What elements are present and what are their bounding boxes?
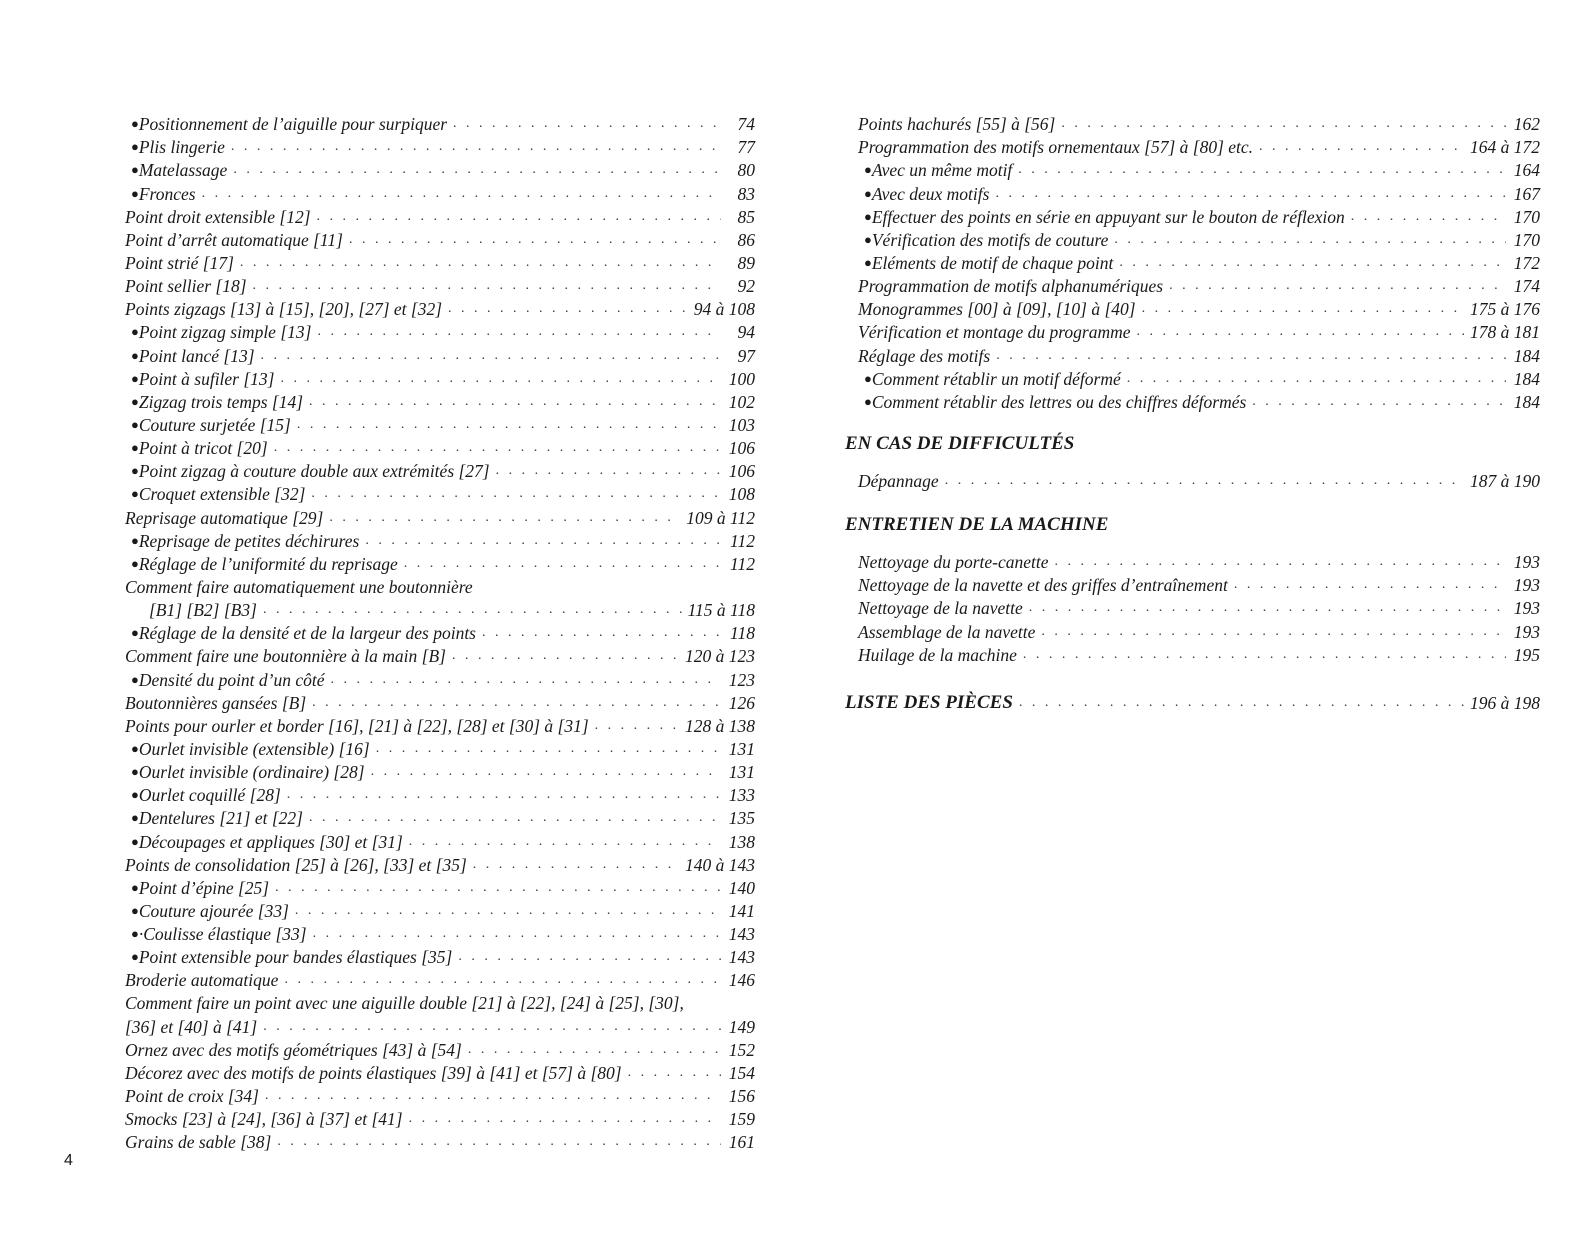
toc-entry-label: Ourlet coquillé [28]: [138, 785, 281, 806]
dot-leader: [263, 1017, 721, 1037]
toc-entry[interactable]: [858, 111, 1540, 134]
bullet-icon: ●: [131, 116, 139, 132]
parts-list-heading: LISTE DES PIÈCES: [845, 692, 1013, 714]
toc-entry-label: Matelassage: [138, 160, 228, 181]
toc-entry-page: 83: [737, 183, 755, 204]
toc-entry-page: 143: [728, 947, 755, 968]
toc-entry-page: 195: [1513, 644, 1540, 665]
dot-leader: [281, 369, 722, 389]
dot-leader: [595, 716, 679, 736]
dot-leader: [312, 693, 721, 713]
dot-leader: [309, 392, 721, 412]
toc-entry[interactable]: [125, 921, 755, 944]
toc-entry[interactable]: [125, 481, 755, 504]
toc-entry-label: ·Coulisse élastique [33]: [138, 924, 307, 945]
toc-entry-label: Comment faire un point avec une aiguille double [21] à [22], [24] à [25], [30],: [125, 993, 684, 1014]
toc-entry-page: 120 à 123: [685, 646, 755, 667]
toc-entry[interactable]: [858, 366, 1540, 389]
dot-leader: [1114, 230, 1506, 250]
toc-entry[interactable]: [858, 572, 1540, 595]
toc-entry-label: Smocks [23] à [24], [36] à [37] et [41]: [125, 1109, 403, 1130]
toc-entry-page: 178 à 181: [1470, 322, 1540, 343]
toc-entry-page: 94: [737, 322, 755, 343]
toc-entry[interactable]: [125, 551, 755, 574]
bullet-icon: ●: [131, 347, 139, 363]
toc-entry-page: 146: [728, 970, 755, 991]
toc-entry[interactable]: [858, 296, 1540, 319]
toc-entry-label: Point d’arrêt automatique [11]: [125, 229, 343, 250]
dot-leader: [496, 461, 721, 481]
dot-leader: [313, 924, 721, 944]
bullet-icon: ●: [864, 254, 872, 270]
toc-entry-page: 112: [730, 530, 755, 551]
toc-entry[interactable]: [125, 1037, 755, 1060]
toc-entry[interactable]: [858, 250, 1540, 273]
toc-entry-page: 97: [737, 345, 755, 366]
toc-entry[interactable]: [858, 273, 1540, 296]
toc-entry-page: 126: [728, 692, 755, 713]
toc-entry-label: Réglage de la densité et de la largeur des points: [138, 623, 476, 644]
toc-entry[interactable]: [125, 458, 755, 481]
bullet-icon: ●: [131, 787, 139, 803]
bullet-icon: ●: [864, 231, 872, 247]
toc-entry[interactable]: [125, 574, 755, 597]
dot-leader: [1351, 207, 1506, 227]
toc-entry-label: Point droit extensible [12]: [125, 206, 311, 227]
dot-leader: [265, 1086, 721, 1106]
toc-entry-page: 115 à 118: [687, 600, 755, 621]
toc-entry-page: 156: [728, 1086, 755, 1107]
toc-entry-page: 193: [1513, 621, 1540, 642]
toc-entry-label: Découpages et appliques [30] et [31]: [138, 831, 403, 852]
toc-entry-label: Avec deux motifs: [871, 183, 990, 204]
toc-entry-page: 143: [728, 924, 755, 945]
toc-entry-label: Zigzag trois temps [14]: [138, 391, 304, 412]
section-heading-maintenance: ENTRETIEN DE LA MACHINE: [845, 514, 1109, 535]
dot-leader: [261, 346, 721, 366]
section-parts-list: [845, 690, 1540, 714]
toc-entry[interactable]: [125, 412, 755, 435]
toc-entry-page: 123: [728, 669, 755, 690]
toc-entry[interactable]: [125, 250, 755, 273]
toc-entry-page: 174: [1513, 276, 1540, 297]
toc-entry-label: Plis lingerie: [138, 137, 225, 158]
bullet-icon: ●: [131, 185, 139, 201]
toc-entry[interactable]: [125, 620, 755, 643]
dot-leader: [309, 808, 721, 828]
toc-entry-page: 141: [728, 900, 755, 921]
toc-entry-page: 80: [737, 160, 755, 181]
dot-leader: [317, 207, 721, 227]
toc-entry-label: Huilage de la machine: [858, 644, 1017, 665]
toc-entry-page: 170: [1513, 229, 1540, 250]
toc-entry-label: Broderie automatique: [125, 970, 279, 991]
toc-entry-label: Points pour ourler et border [16], [21] à [22], [28] et [30] à [31]: [125, 715, 589, 736]
toc-entry-label: Points hachurés [55] à [56]: [858, 114, 1056, 135]
toc-entry-page: 159: [728, 1109, 755, 1130]
dot-leader: [274, 438, 721, 458]
dot-leader: [458, 947, 721, 967]
toc-entry-page: 118: [730, 623, 755, 644]
dot-leader: [945, 471, 1464, 491]
toc-entry-label: Assemblage de la navette: [858, 621, 1036, 642]
toc-entry-page: 133: [728, 785, 755, 806]
toc-entry-label: Réglage de l’uniformité du reprisage: [138, 553, 398, 574]
toc-entry[interactable]: [858, 342, 1540, 365]
toc-entry[interactable]: [125, 898, 755, 921]
toc-entry[interactable]: [125, 180, 755, 203]
dot-leader: [1019, 693, 1464, 713]
toc-entry-page: 193: [1513, 575, 1540, 596]
toc-entry[interactable]: [125, 875, 755, 898]
toc-entry[interactable]: [858, 642, 1540, 665]
toc-entry-label: [36] et [40] à [41]: [125, 1016, 258, 1037]
toc-entry-label: Nettoyage de la navette et des griffes d’entraînement: [858, 575, 1228, 596]
toc-entry[interactable]: [858, 180, 1540, 203]
toc-entry[interactable]: [858, 227, 1540, 250]
toc-entry-label: Comment rétablir des lettres ou des chiffres déformés: [871, 391, 1247, 412]
toc-entry[interactable]: [858, 134, 1540, 157]
toc-entry-label: Fronces: [138, 183, 196, 204]
dot-leader: [371, 762, 721, 782]
toc-entry-label: Densité du point d’un côté: [138, 669, 325, 690]
toc-entry[interactable]: [125, 805, 755, 828]
bullet-icon: ●: [131, 810, 139, 826]
toc-entry-page: 164 à 172: [1470, 137, 1540, 158]
toc-entry[interactable]: [858, 549, 1540, 572]
maintenance-entries: [858, 549, 1540, 665]
toc-entry-label: Comment faire une boutonnière à la main [B]: [125, 646, 446, 667]
dot-leader: [628, 1063, 721, 1083]
toc-entry-label: Point strié [17]: [125, 252, 234, 273]
dot-leader: [311, 484, 721, 504]
toc-entry-parts-list[interactable]: [845, 690, 1540, 713]
bullet-icon: ●: [864, 162, 872, 178]
dot-leader: [297, 415, 721, 435]
toc-entry-page: 184: [1513, 345, 1540, 366]
toc-entry-page: 74: [737, 114, 755, 135]
toc-entry-page: 85: [737, 206, 755, 227]
bullet-icon: ●: [131, 740, 139, 756]
toc-entry[interactable]: [125, 1129, 755, 1152]
toc-entry-label: Comment faire automatiquement une boutonnière: [125, 576, 473, 597]
dot-leader: [404, 554, 721, 574]
bullet-icon: ●: [131, 833, 139, 849]
toc-entry-label: Reprisage de petites déchirures: [138, 530, 360, 551]
bullet-icon: ●: [131, 532, 139, 548]
toc-entry[interactable]: [125, 944, 755, 967]
dot-leader: [1119, 253, 1506, 273]
toc-entry[interactable]: [125, 1013, 755, 1036]
toc-entry[interactable]: [125, 134, 755, 157]
toc-entry-label: Points de consolidation [25] à [26], [33] et [35]: [125, 854, 467, 875]
toc-entry[interactable]: [125, 759, 755, 782]
toc-entry-page: 128 à 138: [685, 715, 755, 736]
toc-entry-page: 193: [1513, 552, 1540, 573]
dot-leader: [453, 114, 721, 134]
dot-leader: [448, 299, 688, 319]
toc-entry-label: Réglage des motifs: [858, 345, 991, 366]
dot-leader: [482, 623, 721, 643]
toc-entry[interactable]: [125, 736, 755, 759]
toc-entry[interactable]: [125, 828, 755, 851]
dot-leader: [1137, 322, 1464, 342]
toc-entry[interactable]: [125, 597, 755, 620]
dot-leader: [263, 600, 682, 620]
toc-entry[interactable]: [858, 389, 1540, 412]
toc-entry-page: 184: [1513, 391, 1540, 412]
dot-leader: [329, 508, 680, 528]
toc-entry-page: 138: [728, 831, 755, 852]
toc-entry[interactable]: [125, 111, 755, 134]
toc-entry-label: Décorez avec des motifs de points élastiques [39] à [41] et [57] à [80]: [125, 1062, 622, 1083]
page-number: 4: [64, 1152, 73, 1169]
toc-entry-page: 140 à 143: [685, 854, 755, 875]
dot-leader: [452, 646, 679, 666]
toc-entry[interactable]: [125, 504, 755, 527]
bullet-icon: ●: [131, 764, 139, 780]
toc-entry-label: Nettoyage du porte-canette: [858, 552, 1049, 573]
dot-leader: [349, 230, 721, 250]
dot-leader: [231, 137, 721, 157]
toc-entry[interactable]: [125, 319, 755, 342]
toc-entry-label: Programmation des motifs ornementaux [57] à [80] etc.: [858, 137, 1254, 158]
toc-entry[interactable]: [125, 967, 755, 990]
dot-leader: [233, 160, 721, 180]
toc-entry-page: 100: [728, 368, 755, 389]
toc-entry-page: 131: [728, 738, 755, 759]
toc-entry-label: Comment rétablir un motif déformé: [871, 368, 1121, 389]
dot-leader: [365, 531, 721, 551]
toc-entry[interactable]: [125, 435, 755, 458]
toc-entry[interactable]: [125, 690, 755, 713]
toc-entry-page: 161: [728, 1132, 755, 1153]
toc-entry-page: 154: [728, 1062, 755, 1083]
dot-leader: [1055, 552, 1507, 572]
bullet-icon: ●: [131, 370, 139, 386]
dot-leader: [1127, 369, 1506, 389]
toc-entry-page: 94 à 108: [693, 299, 755, 320]
toc-entry-page: 187 à 190: [1470, 471, 1540, 492]
toc-entry-page: 184: [1513, 368, 1540, 389]
toc-entry-page: 131: [728, 762, 755, 783]
dot-leader: [240, 253, 721, 273]
toc-entry-page: 92: [737, 276, 755, 297]
parts-list-page: 196 à 198: [1470, 693, 1540, 714]
toc-entry-label: Couture surjetée [15]: [138, 414, 291, 435]
toc-entry[interactable]: [125, 852, 755, 875]
toc-entry-label: Vérification des motifs de couture: [871, 229, 1109, 250]
toc-entry[interactable]: [125, 1083, 755, 1106]
toc-entry-label: Monogrammes [00] à [09], [10] à [40]: [858, 299, 1136, 320]
toc-entry[interactable]: [125, 1060, 755, 1083]
toc-entry[interactable]: [858, 204, 1540, 227]
toc-entry-label: Boutonnières gansées [B]: [125, 692, 307, 713]
dot-leader: [1169, 276, 1506, 296]
toc-entry-page: 77: [737, 137, 755, 158]
bullet-icon: ●: [131, 440, 139, 456]
toc-entry-label: Points zigzags [13] à [15], [20], [27] et [32]: [125, 299, 442, 320]
toc-entry[interactable]: [125, 528, 755, 551]
toc-entry[interactable]: [125, 389, 755, 412]
toc-entry-label: Ourlet invisible (ordinaire) [28]: [138, 762, 365, 783]
toc-entry-label: Vérification et montage du programme: [858, 322, 1131, 343]
toc-entry-page: 106: [728, 461, 755, 482]
toc-entry[interactable]: [125, 227, 755, 250]
toc-entry-label: Effectuer des points en série en appuyant sur le bouton de réflexion: [871, 206, 1345, 227]
toc-entry-label: [B1] [B2] [B3]: [149, 600, 257, 621]
toc-entry[interactable]: [125, 643, 755, 666]
toc-entry-label: Reprisage automatique [29]: [125, 507, 324, 528]
dot-leader: [995, 184, 1506, 204]
dot-leader: [996, 346, 1506, 366]
toc-entry-label: Nettoyage de la navette: [858, 598, 1023, 619]
bullet-icon: ●: [131, 879, 139, 895]
bullet-icon: ●: [131, 463, 139, 479]
toc-entry-page: 109 à 112: [686, 507, 755, 528]
toc-entry-label: Ornez avec des motifs géométriques [43] à [54]: [125, 1039, 462, 1060]
bullet-icon: ●: [131, 926, 139, 942]
dot-leader: [317, 322, 721, 342]
toc-entry[interactable]: [125, 713, 755, 736]
toc-entry-page: 135: [728, 808, 755, 829]
troubleshooting-entries: [858, 468, 1540, 491]
toc-entry[interactable]: [125, 273, 755, 296]
toc-entry-page: 172: [1513, 252, 1540, 273]
dot-leader: [1142, 299, 1464, 319]
toc-entry[interactable]: [125, 296, 755, 319]
dot-leader: [284, 970, 721, 990]
toc-entry-page: 164: [1513, 160, 1540, 181]
dot-leader: [1234, 575, 1506, 595]
toc-entry-page: 108: [728, 484, 755, 505]
toc-entry[interactable]: [125, 157, 755, 180]
toc-entry-page: 162: [1513, 114, 1540, 135]
toc-entry-label: Point à sufiler [13]: [138, 368, 275, 389]
dot-leader: [331, 670, 721, 690]
toc-entry-page: 152: [728, 1039, 755, 1060]
toc-entry[interactable]: [125, 990, 755, 1013]
toc-entry-page: 103: [728, 414, 755, 435]
bullet-icon: ●: [864, 185, 872, 201]
bullet-icon: ●: [131, 416, 139, 432]
bullet-icon: ●: [131, 486, 139, 502]
toc-entry-page: 167: [1513, 183, 1540, 204]
toc-entry-label: Croquet extensible [32]: [138, 484, 306, 505]
dot-leader: [468, 1040, 721, 1060]
toc-entry-page: 140: [728, 877, 755, 898]
toc-entry-label: Point lancé [13]: [138, 345, 255, 366]
dot-leader: [275, 878, 721, 898]
bullet-icon: ●: [864, 370, 872, 386]
toc-entry-label: Point d’épine [25]: [138, 877, 270, 898]
dot-leader: [473, 855, 679, 875]
dot-leader: [1259, 137, 1464, 157]
dot-leader: [1041, 622, 1506, 642]
toc-entry[interactable]: [125, 666, 755, 689]
dot-leader: [253, 276, 721, 296]
bullet-icon: ●: [131, 625, 139, 641]
bullet-icon: ●: [131, 949, 139, 965]
toc-entry[interactable]: [125, 782, 755, 805]
bullet-icon: ●: [131, 902, 139, 918]
toc-entry-label: Dépannage: [858, 471, 939, 492]
dot-leader: [409, 832, 721, 852]
toc-entry[interactable]: [858, 157, 1540, 180]
toc-entry-label: Grains de sable [38]: [125, 1132, 272, 1153]
bullet-icon: ●: [131, 555, 139, 571]
toc-entry-label: Point sellier [18]: [125, 276, 247, 297]
toc-entry-page: 170: [1513, 206, 1540, 227]
dot-leader: [409, 1109, 721, 1129]
toc-entry[interactable]: [125, 1106, 755, 1129]
dot-leader: [277, 1132, 721, 1152]
toc-entry-page: 149: [728, 1016, 755, 1037]
toc-entry[interactable]: [125, 366, 755, 389]
dot-leader: [1252, 392, 1506, 412]
bullet-icon: ●: [131, 671, 139, 687]
toc-entry-label: Dentelures [21] et [22]: [138, 808, 303, 829]
toc-entry-label: Point à tricot [20]: [138, 438, 268, 459]
toc-entry-page: 193: [1513, 598, 1540, 619]
toc-entry-label: Point extensible pour bandes élastiques [35]: [138, 947, 453, 968]
toc-entry[interactable]: [858, 319, 1540, 342]
toc-entry-label: Couture ajourée [33]: [138, 900, 289, 921]
toc-entry-page: 106: [728, 438, 755, 459]
dot-leader: [1018, 160, 1506, 180]
toc-entry[interactable]: [125, 204, 755, 227]
dot-leader: [202, 184, 721, 204]
dot-leader: [376, 739, 721, 759]
toc-entry-label: Point zigzag à couture double aux extrémités [27]: [138, 461, 490, 482]
toc-entry-page: 175 à 176: [1470, 299, 1540, 320]
bullet-icon: ●: [131, 139, 139, 155]
dot-leader: [1023, 645, 1506, 665]
toc-entry-label: Ourlet invisible (extensible) [16]: [138, 738, 370, 759]
bullet-icon: ●: [131, 324, 139, 340]
dot-leader: [1061, 114, 1506, 134]
toc-entry[interactable]: [858, 618, 1540, 641]
toc-entry-page: 112: [730, 553, 755, 574]
toc-entry[interactable]: [125, 342, 755, 365]
bullet-icon: ●: [864, 208, 872, 224]
toc-entry-label: Point de croix [34]: [125, 1086, 259, 1107]
toc-left-column: [125, 111, 755, 1152]
toc-entry-label: Positionnement de l’aiguille pour surpiquer: [138, 114, 448, 135]
bullet-icon: ●: [864, 393, 872, 409]
toc-entry-label: Point zigzag simple [13]: [138, 322, 312, 343]
toc-entry[interactable]: [858, 468, 1540, 491]
dot-leader: [295, 901, 721, 921]
toc-entry-label: Eléments de motif de chaque point: [871, 252, 1114, 273]
bullet-icon: ●: [131, 162, 139, 178]
toc-entry-label: Programmation de motifs alphanumériques: [858, 276, 1164, 297]
toc-right-top-entries: [858, 111, 1540, 412]
toc-entry[interactable]: [858, 595, 1540, 618]
dot-leader: [287, 785, 721, 805]
toc-entry-page: 86: [737, 229, 755, 250]
toc-entry-label: Avec un même motif: [871, 160, 1013, 181]
bullet-icon: ●: [131, 393, 139, 409]
toc-entry-page: 102: [728, 391, 755, 412]
toc-entry-page: 89: [737, 252, 755, 273]
section-heading-troubleshooting: EN CAS DE DIFFICULTÉS: [845, 433, 1075, 454]
dot-leader: [1029, 598, 1506, 618]
